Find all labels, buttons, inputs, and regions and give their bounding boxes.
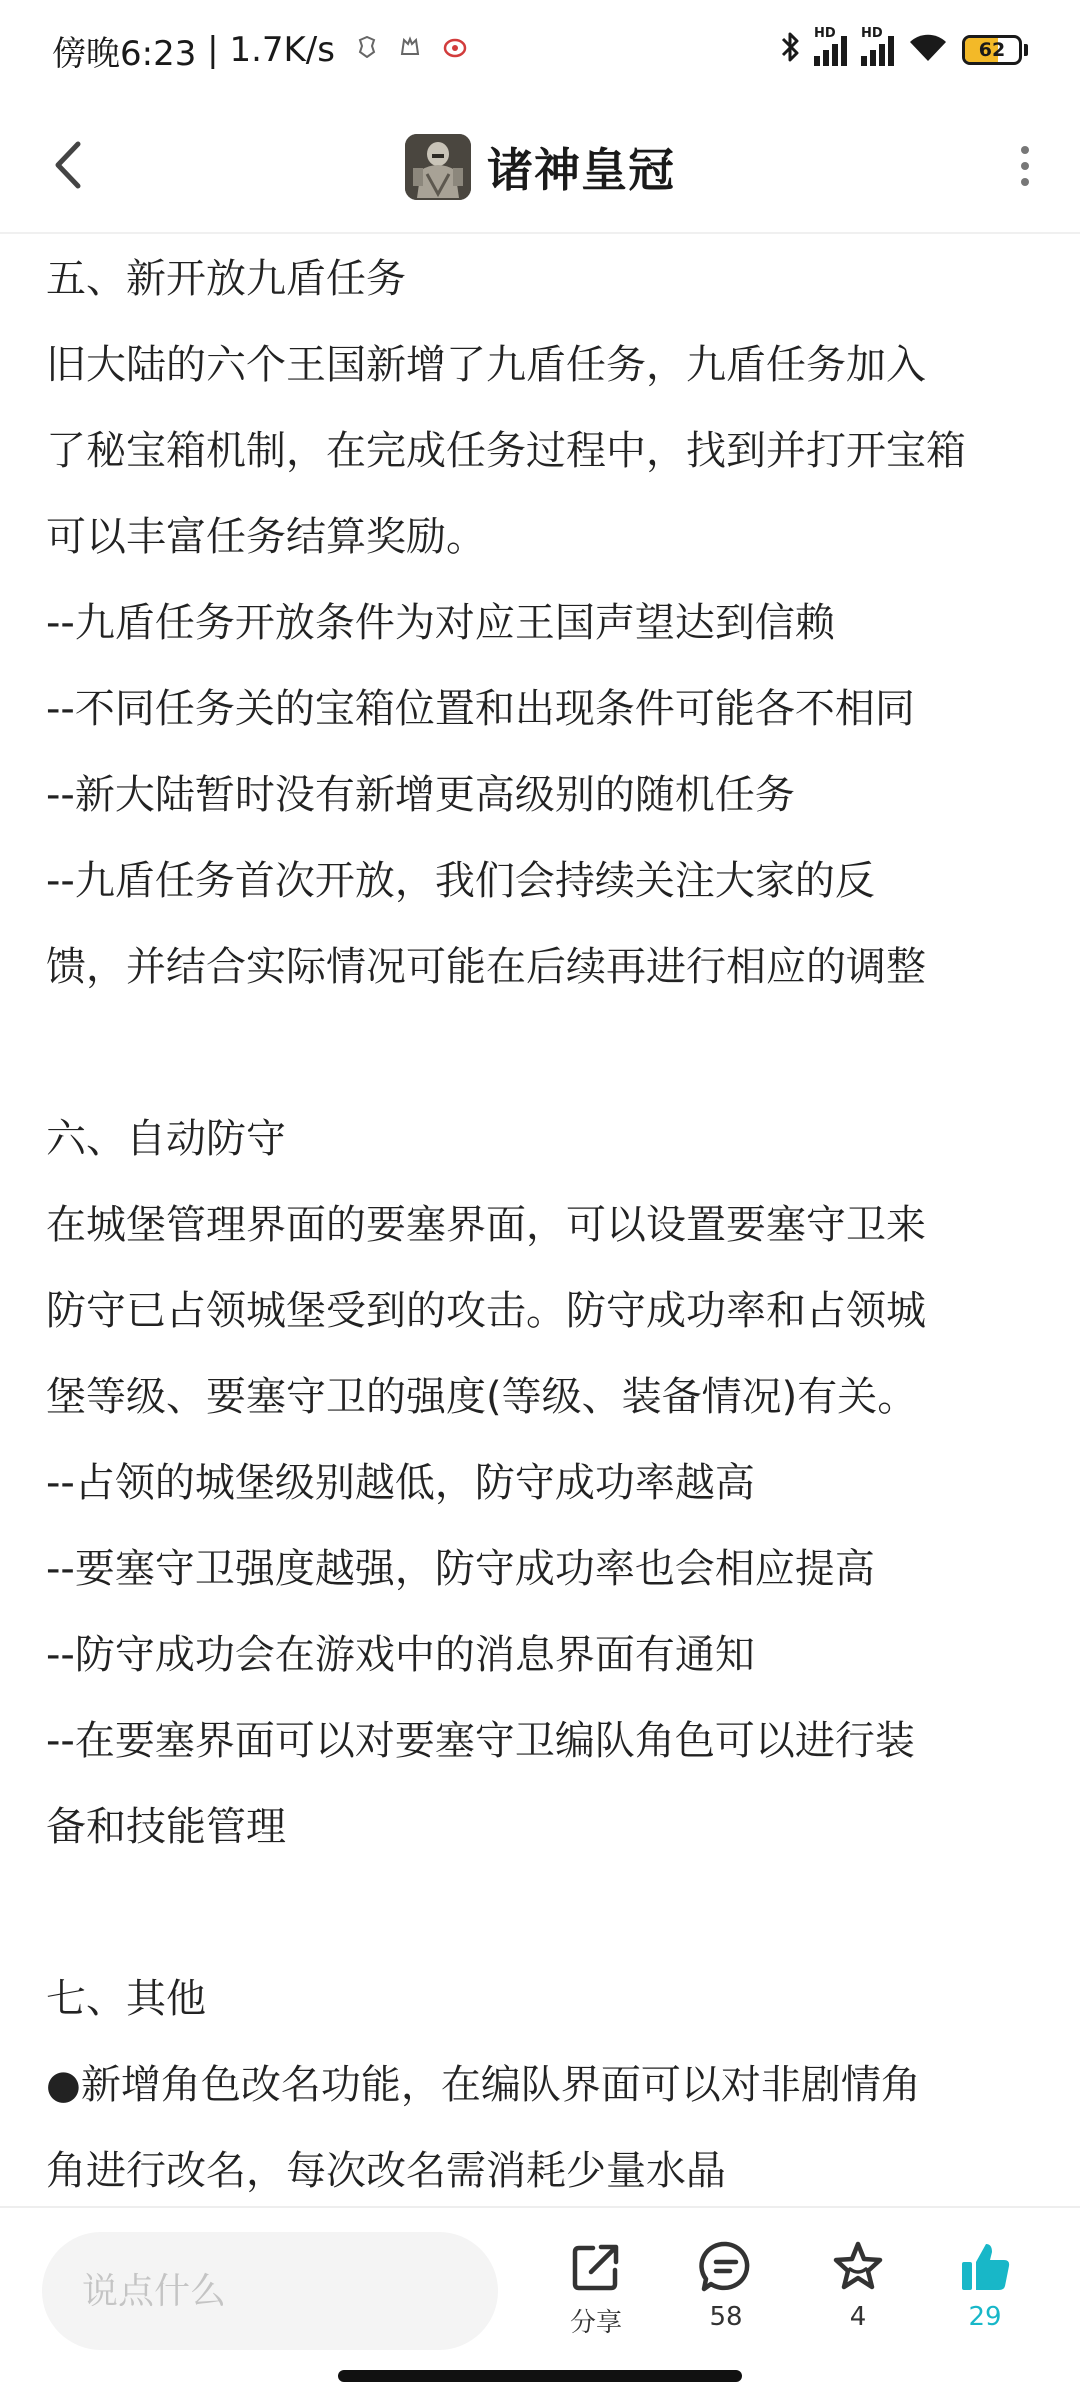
article-line: --不同任务关的宝箱位置和出现条件可能各不相同 [46,686,915,732]
like-count: 29 [968,2302,1002,2332]
bluetooth-icon [780,30,800,71]
paragraph-spacer [46,1870,1046,1956]
wifi-icon [908,31,948,70]
article-line: --九盾任务首次开放，我们会持续关注大家的反 [46,858,875,904]
network-speed: 1.7K/s [229,30,335,70]
article-line: 防守已占领城堡受到的攻击。防守成功率和占领城 [46,1288,926,1334]
status-right [780,26,1028,71]
article-line: --防守成功会在游戏中的消息界面有通知 [46,1632,755,1678]
like-button[interactable] [930,2238,1040,2348]
article-line: --占领的城堡级别越低，防守成功率越高 [46,1460,755,1506]
article-line: 馈，并结合实际情况可能在后续再进行相应的调整 [46,944,926,990]
signal-icon-2 [861,26,894,66]
share-icon [567,2238,625,2296]
comment-input[interactable] [42,2232,498,2350]
article-line: --九盾任务开放条件为对应王国声望达到信赖 [46,600,835,646]
status-separator: | [196,30,230,70]
favorite-button[interactable] [803,2238,913,2348]
home-indicator[interactable] [338,2370,742,2382]
app-notification-icon-2 [399,36,421,64]
more-options-button[interactable] [1000,136,1050,196]
battery-icon [962,35,1028,65]
more-vertical-icon [1021,146,1029,154]
article-line: 六、自动防守 [46,1116,286,1162]
article-line: 角进行改名，每次改名需消耗少量水晶 [46,2148,726,2194]
status-time: 傍晚6:23 [52,33,197,74]
comment-button[interactable] [671,2238,781,2348]
signal-icon-1 [814,26,847,66]
status-bar [0,0,1080,100]
favorite-count: 4 [849,2302,867,2332]
page-title: 诸神皇冠 [487,143,675,197]
game-avatar-icon [405,134,471,200]
article-line: 备和技能管理 [46,1804,286,1850]
article-line: --在要塞界面可以对要塞守卫编队角色可以进行装 [46,1718,915,1764]
article-line: --要塞守卫强度越强，防守成功率也会相应提高 [46,1546,875,1592]
app-notification-icon-3 [443,36,467,64]
title-area[interactable] [0,122,1080,212]
article-line: 堡等级、要塞守卫的强度(等级、装备情况)有关。 [46,1374,918,1420]
battery-level: 62 [978,39,1006,61]
top-nav-bar [0,100,1080,234]
share-label: 分享 [569,2308,622,2338]
signal-2-hd-label: HD [861,26,883,41]
article-line: ●新增角色改名功能，在编队界面可以对非剧情角 [46,2062,921,2108]
article-line: 可以丰富任务结算奖励。 [46,514,486,560]
article-line: 七、其他 [46,1976,206,2022]
share-button[interactable] [541,2238,651,2348]
paragraph-spacer [46,1010,1046,1096]
article-line: 在城堡管理界面的要塞界面，可以设置要塞守卫来 [46,1202,926,1248]
thumbs-up-icon [956,2238,1014,2296]
article-line: 五、新开放九盾任务 [46,256,406,302]
article-body [46,236,1046,2206]
status-left [52,26,467,75]
signal-1-hd-label: HD [814,26,836,41]
article-line: 旧大陆的六个王国新增了九盾任务，九盾任务加入 [46,342,926,388]
star-icon [829,2238,887,2296]
article-line: 了秘宝箱机制，在完成任务过程中，找到并打开宝箱 [46,428,966,474]
comment-count: 58 [709,2302,743,2332]
app-notification-icon-1 [357,36,377,64]
article-line: --新大陆暂时没有新增更高级别的随机任务 [46,772,795,818]
comment-icon [697,2238,755,2296]
